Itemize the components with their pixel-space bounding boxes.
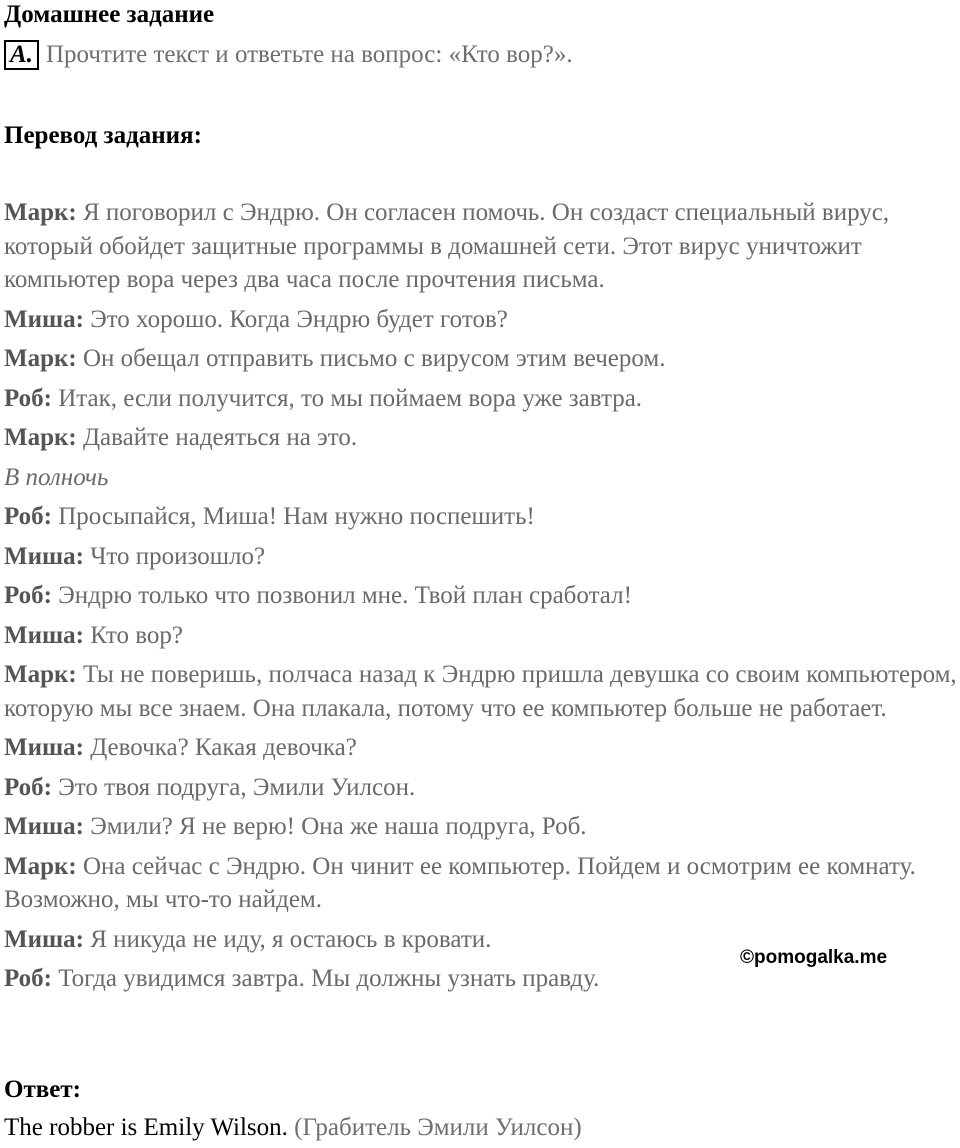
answer-title: Ответ: [4, 1076, 81, 1103]
speaker-name: Марк: [4, 345, 77, 372]
speaker-name: Миша: [4, 542, 84, 570]
line-text: Это твоя подруга, Эмили Уилсон. [51, 773, 416, 801]
watermark-text: ©pomogalka.me [740, 947, 888, 968]
line-text: Девочка? Какая девочка? [83, 734, 357, 761]
line-text: Она сейчас с Эндрю. Он чинит ее компьютер. Пойдем и осмотрим ее комнату. Возможно, мы что-то найдем. [4, 852, 916, 913]
speaker-name: Миша: [4, 813, 84, 840]
line-text: Я поговорил с Эндрю. Он согласен помочь. Он создаст специальный вирус, который обойдет защитные программы в домашней сети. Этот вирус уничтожит компьютер вора через два часа после прочтения письма. [4, 199, 890, 293]
line-text: Что произошло? [83, 542, 266, 570]
dialogue-text [4, 196, 960, 1002]
line-text: Это хорошо. Когда Эндрю будет готов? [83, 305, 508, 333]
task-text: Прочтите текст и ответьте на вопрос: «Кто вор?». [45, 41, 573, 68]
answer-russian: (Грабитель Эмили Уилсон) [287, 1114, 582, 1141]
speaker-name: Роб: [4, 965, 52, 992]
speaker-name: Марк: [4, 852, 77, 880]
line-text: Эндрю только что позвонил мне. Твой план сработал! [51, 582, 632, 609]
line-text: Эмили? Я не верю! Она же наша подруга, Роб. [83, 813, 587, 840]
dialogue-line [4, 619, 960, 653]
speaker-name: Марк: [4, 424, 77, 451]
speaker-name: Миша: [4, 734, 84, 761]
line-text: Кто вор? [83, 621, 183, 649]
translation-title: Перевод задания: [4, 122, 202, 149]
stage-direction [4, 461, 960, 495]
line-text: Давайте надеяться на это. [76, 424, 358, 451]
answer-line [4, 1112, 582, 1144]
dialogue-line [4, 850, 960, 917]
dialogue-line [4, 771, 960, 805]
task-instruction [4, 39, 573, 71]
line-text: Я никуда не иду, я остаюсь в кровати. [83, 925, 492, 953]
speaker-name: Роб: [4, 384, 52, 412]
line-text: Ты не поверишь, полчаса назад к Эндрю пришла девушка со своим компьютером, которую мы все знаем. Она плакала, потому что ее компьютер больше не работает. [4, 661, 957, 722]
speaker-name: Роб: [4, 503, 52, 530]
dialogue-line [4, 342, 960, 376]
dialogue-line [4, 382, 960, 416]
dialogue-line [4, 540, 960, 574]
line-text: Он обещал отправить письмо с вирусом этим вечером. [76, 345, 666, 372]
answer-english: The robber is Emily Wilson. [4, 1114, 288, 1141]
speaker-name: Миша: [4, 305, 84, 333]
speaker-name: Миша: [4, 621, 84, 649]
speaker-name: Марк: [4, 661, 77, 688]
speaker-name: Роб: [4, 773, 52, 801]
homework-title: Домашнее задание [4, 1, 215, 28]
line-text: Итак, если получится, то мы поймаем вора уже завтра. [51, 384, 643, 412]
stage-text: В полночь [4, 463, 109, 491]
dialogue-line [4, 421, 960, 455]
dialogue-line [4, 731, 960, 765]
line-text: Тогда увидимся завтра. Мы должны узнать правду. [51, 965, 600, 992]
line-text: Просыпайся, Миша! Нам нужно поспешить! [51, 503, 535, 530]
dialogue-line [4, 658, 960, 725]
speaker-name: Роб: [4, 582, 52, 609]
dialogue-line [4, 810, 960, 844]
speaker-name: Марк: [4, 199, 77, 226]
dialogue-line [4, 196, 960, 297]
speaker-name: Миша: [4, 925, 84, 953]
dialogue-line [4, 579, 960, 613]
dialogue-line [4, 500, 960, 534]
dialogue-line [4, 303, 960, 337]
task-letter-badge: A. [4, 40, 39, 70]
